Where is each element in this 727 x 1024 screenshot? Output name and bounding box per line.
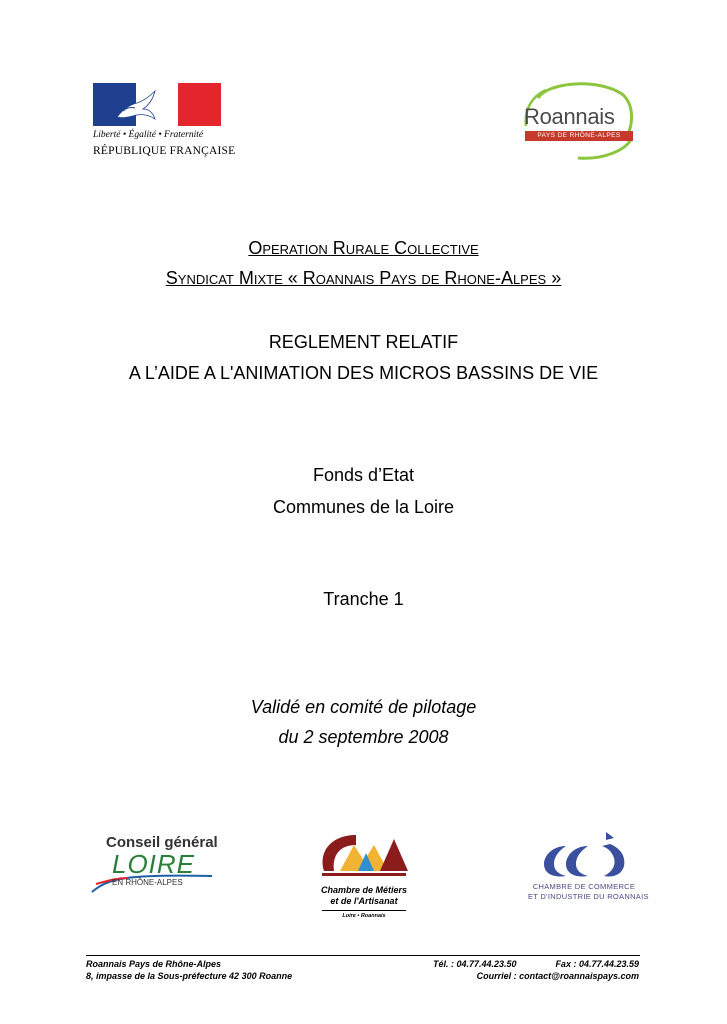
funding-line1: Fonds d’Etat <box>312 465 415 485</box>
cci-emblem-icon <box>536 830 632 880</box>
republique-francaise-logo <box>93 83 236 161</box>
cci-roannais-logo <box>528 830 649 906</box>
operation-title <box>0 233 727 293</box>
cma-line3: Loire • Roannais <box>342 913 386 919</box>
cma-logo <box>314 827 414 923</box>
roannais-logo <box>518 80 636 162</box>
cci-line2: ET D'INDUSTRIE DU ROANNAIS <box>528 892 649 901</box>
reglement-title <box>0 327 727 389</box>
cma-line1: Chambre de Métiers <box>320 885 408 895</box>
cma-line2: et de l'Artisanat <box>330 896 398 906</box>
operation-title-line2: Syndicat Mixte « Roannais Pays de Rhone-Alpes » <box>165 268 562 288</box>
reglement-title-line1: REGLEMENT RELATIF <box>268 332 459 352</box>
loire-label: LOIRE <box>112 849 196 879</box>
footer-telephone: Tél. : 04.77.44.23.50 <box>433 959 517 969</box>
footer-organization: Roannais Pays de Rhône-Alpes <box>86 959 222 969</box>
roannais-subtitle: PAYS DE RHÔNE-ALPES <box>525 131 633 141</box>
validation-line1: Validé en comité de pilotage <box>250 697 477 717</box>
operation-title-line1: Operation Rurale Collective <box>248 238 479 258</box>
footer-address: 8, impasse de la Sous-préfecture 42 300 Roanne <box>86 971 293 981</box>
funding-line2: Communes de la Loire <box>272 497 455 517</box>
footer-email: Courriel : contact@roannaispays.com <box>476 971 639 981</box>
funding-block <box>0 459 727 523</box>
validation-line2: du 2 septembre 2008 <box>278 727 449 747</box>
en-rhone-alpes-label: EN RHÔNE-ALPES <box>112 878 183 887</box>
cma-emblem-icon <box>318 831 410 883</box>
marianne-profile-icon <box>109 87 179 125</box>
republic-name: RÉPUBLIQUE FRANÇAISE <box>93 145 236 157</box>
tranche-label: Tranche 1 <box>323 589 404 609</box>
loire-swoosh-icon <box>88 856 218 896</box>
cma-divider <box>322 910 406 911</box>
republic-motto: Liberté • Égalité • Fraternité <box>93 130 204 140</box>
cci-line1: CHAMBRE DE COMMERCE <box>532 882 636 891</box>
reglement-title-line2: A L’AIDE A L'ANIMATION DES MICROS BASSINS DE VIE <box>128 363 599 383</box>
footer-divider <box>86 955 640 956</box>
conseil-general-label: Conseil général <box>106 834 218 851</box>
conseil-general-loire-logo <box>88 834 218 896</box>
roannais-wordmark: Roannais <box>524 104 615 129</box>
validation-block <box>0 692 727 752</box>
footer-fax: Fax : 04.77.44.23.59 <box>555 959 639 969</box>
